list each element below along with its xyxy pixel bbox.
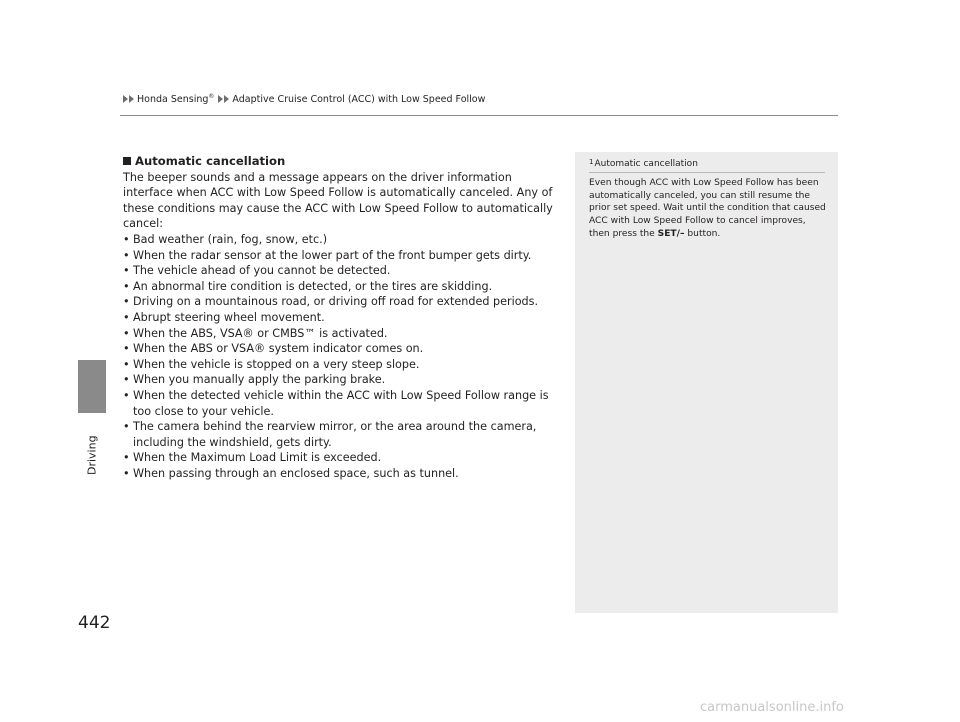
- section-tab: [78, 360, 106, 413]
- list-item: • When you manually apply the parking brake.: [123, 373, 386, 387]
- sidebar-rule: [589, 172, 825, 173]
- list-item: • An abnormal tire condition is detected, or the tires are skidding.: [123, 279, 493, 293]
- list-item: • When the detected vehicle within the ACC with Low Speed Follow range is too close to your vehicle.: [123, 388, 549, 418]
- list-item: • When the ABS, VSA® or CMBS™ is activated.: [123, 326, 388, 340]
- list-item: • When the vehicle is stopped on a very steep slope.: [123, 357, 420, 371]
- breadcrumb-part2: Adaptive Cruise Control (ACC) with Low Speed Follow: [232, 94, 486, 106]
- page-number: 442: [78, 613, 111, 633]
- sidebar-note: [575, 152, 838, 613]
- list-item: • When passing through an enclosed space, such as tunnel.: [123, 466, 459, 480]
- list-item: • The camera behind the rearview mirror, or the area around the camera, including the windshield, gets dirty.: [123, 420, 537, 449]
- heading-text: Automatic cancellation: [135, 154, 286, 168]
- intro-paragraph: The beeper sounds and a message appears on the driver information interface when ACC with Low Speed Follow is automatically canceled. Any of these conditions may cause the ACC with Low Speed Follow to automatically cancel:: [123, 170, 553, 231]
- list-item: • Abrupt steering wheel movement.: [123, 310, 325, 324]
- arrow-icon: [129, 95, 134, 103]
- breadcrumb: [123, 93, 485, 105]
- reference-number: 1: [589, 158, 594, 166]
- main-content: [123, 154, 563, 481]
- watermark: carmanualsonline.info: [700, 700, 844, 715]
- header-rule: [120, 115, 838, 116]
- section-label: Driving: [85, 435, 99, 475]
- list-item: • When the radar sensor at the lower part of the front bumper gets dirty.: [123, 248, 532, 262]
- square-bullet-icon: [123, 157, 131, 165]
- list-item: • When the Maximum Load Limit is exceeded.: [123, 451, 382, 465]
- list-item: • Bad weather (rain, fog, snow, etc.): [123, 232, 328, 246]
- section-heading: [123, 154, 563, 170]
- arrow-icon: [224, 95, 229, 103]
- list-item: • Driving on a mountainous road, or driving off road for extended periods.: [123, 295, 539, 309]
- list-item: • The vehicle ahead of you cannot be detected.: [123, 264, 391, 278]
- list-item: • When the ABS or VSA® system indicator comes on.: [123, 342, 424, 356]
- breadcrumb-part1: Honda Sensing: [137, 94, 209, 106]
- sidebar-title: [589, 158, 698, 169]
- arrow-icon: [218, 95, 223, 103]
- set-button-label: SET/–: [657, 228, 685, 239]
- sidebar-title-text: Automatic cancellation: [594, 159, 698, 169]
- conditions-list: [123, 232, 563, 482]
- arrow-icon: [123, 95, 128, 103]
- sidebar-text: Even though ACC with Low Speed Follow has been automatically canceled, you can still resume the prior set speed. Wait until the condition that caused ACC with Low Speed Follow to cancel improves, then press the SET/– button.: [589, 178, 826, 239]
- registered-mark: ®: [208, 93, 215, 100]
